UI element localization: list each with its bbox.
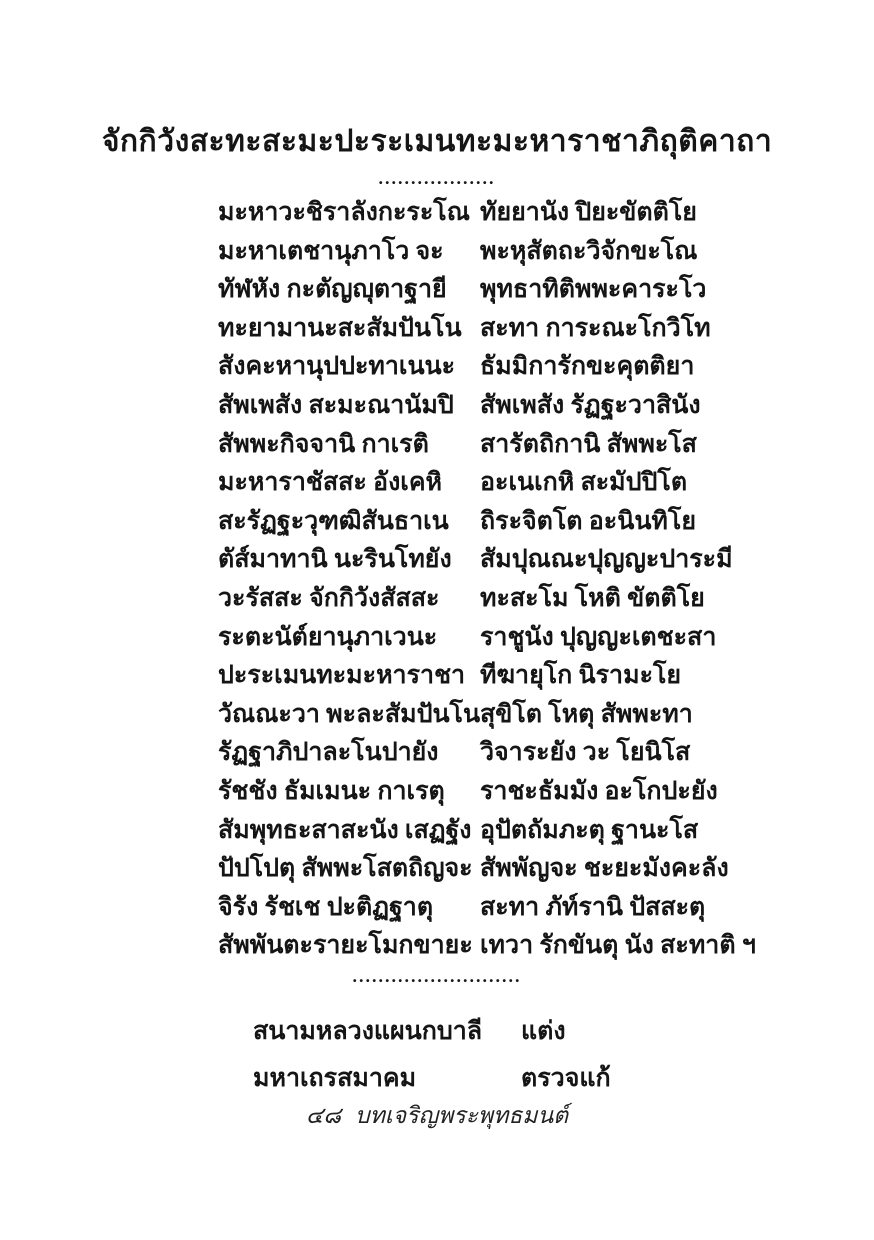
dotted-separator-bottom: .......................... — [352, 966, 522, 986]
verse-left: สังคะหานุปปะทาเนนะ — [218, 353, 456, 381]
verse-right: พุทธาทิติพพะคาระโว — [480, 276, 707, 304]
verse-row — [218, 657, 778, 696]
verse-row — [218, 348, 778, 387]
verse-right: ราชะธัมมัง อะโกปะยัง — [480, 777, 718, 805]
credit-row — [253, 1055, 753, 1102]
credit-name: มหาเถรสมาคม — [253, 1065, 417, 1092]
verse-left: ทัฬหัง กะตัญญุตาฐายี — [218, 276, 447, 304]
verse-row — [218, 271, 778, 310]
verse-left: รัฏฐาภิปาละโนปายัง — [218, 739, 439, 767]
verse-row — [218, 503, 778, 542]
verse-right: สะทา การะณะโกวิโท — [480, 314, 711, 342]
verse-row — [218, 310, 778, 349]
verse-row — [218, 387, 778, 426]
verse-row — [218, 812, 778, 851]
credit-role: ตรวจแก้ — [521, 1065, 611, 1092]
verse-left: มะหาวะชิราลังกะระโณ — [218, 199, 470, 226]
verse-left: สะรัฏฐะวุฑฒิสันธาเน — [218, 507, 449, 535]
verse-right: เทวา รักขันตุ นัง สะทาติ ฯ — [480, 932, 756, 960]
verse-right: ถิระจิตโต อะนินทิโย — [480, 507, 696, 535]
page-number: ๔๘ — [305, 1103, 342, 1128]
verse-row — [218, 734, 778, 773]
verse-left: ปัปโปตุ สัพพะโสตถิญจะ — [218, 855, 473, 883]
verse-left: สัพเพสัง สะมะณานัมปิ — [218, 391, 454, 419]
credit-row — [253, 1008, 753, 1055]
verse-left: วะรัสสะ จักกิวังสัสสะ — [218, 584, 440, 612]
verse-row — [218, 850, 778, 889]
book-title: บทเจริญพระพุทธมนต์ — [355, 1103, 569, 1128]
verse-left: สัพพันตะรายะโมกขายะ — [218, 932, 473, 960]
verse-row — [218, 696, 778, 735]
verse-right: สัพพัญจะ ชะยะมังคะลัง — [480, 855, 729, 883]
dotted-separator-top: .................. — [378, 168, 496, 188]
verse-right: สุขิโต โหตุ สัพพะทา — [480, 700, 693, 728]
page-footer — [0, 1098, 874, 1134]
verse-right: วิจาระยัง วะ โยนิโส — [480, 739, 691, 767]
verse-left: ทะยามานะสะสัมปันโน — [218, 314, 462, 342]
verse-row — [218, 773, 778, 812]
credit-role: แต่ง — [521, 1018, 566, 1045]
verse-right: สะทา ภัท์รานิ ปัสสะตุ — [480, 893, 706, 921]
verse-left: ระตะนัต์ยานุภาเวนะ — [218, 623, 438, 651]
verse-left: จิรัง รัชเช ปะติฏฐาตุ — [218, 893, 434, 921]
verse-left: มะหาราชัสสะ อังเคหิ — [218, 469, 443, 497]
verse-right: ทีฆายุโก นิรามะโย — [480, 662, 682, 690]
verse-right: อุปัตถัมภะตุ ฐานะโส — [480, 816, 699, 844]
verse-row — [218, 889, 778, 928]
verse-right: ทะสะโม โหติ ขัตติโย — [480, 584, 705, 612]
verse-row — [218, 541, 778, 580]
verse-row — [218, 233, 778, 272]
verse-left: รัชชัง ธัมเมนะ กาเรตุ — [218, 777, 445, 805]
credit-name: สนามหลวงแผนกบาลี — [253, 1018, 483, 1045]
verse-right: ทัยยานัง ปิยะขัตติโย — [480, 199, 697, 226]
verse-right: ราชูนัง ปุญญะเตชะสา — [480, 623, 717, 651]
verse-row — [218, 619, 778, 658]
verse-left: ปะระเมนทะมะหาราชา — [218, 662, 466, 690]
verse-row — [218, 580, 778, 619]
verse-right: ธัมมิการักขะคุตติยา — [480, 353, 695, 381]
verse-left: สัมพุทธะสาสะนัง เสฏฐัง — [218, 816, 472, 844]
verse-row — [218, 194, 778, 233]
credits-block — [253, 1008, 753, 1102]
verse-right: อะเนเกหิ สะมัปปิโต — [480, 469, 688, 497]
verse-row — [218, 464, 778, 503]
verse-right: พะหุสัตถะวิจักขะโณ — [480, 237, 698, 265]
page-title: จักกิวังสะทะสะมะปะระเมนทะมะหาราชาภิถุติคาถา — [101, 125, 773, 158]
verse-right: สัพเพสัง รัฏฐะวาสินัง — [480, 391, 701, 419]
verse-right: สารัตถิกานิ สัพพะโส — [480, 430, 697, 458]
verse-left: สัพพะกิจจานิ กาเรติ — [218, 430, 429, 458]
verse-row — [218, 927, 778, 966]
verse-left: วัณณะวา พะละสัมปันโน — [218, 700, 481, 728]
verse-row — [218, 426, 778, 465]
verse-block — [218, 194, 778, 966]
verse-left: มะหาเตชานุภาโว จะ — [218, 237, 444, 265]
verse-left: ตัส์มาทานิ นะรินโทยัง — [218, 546, 452, 574]
verse-right: สัมปุณณะปุญญะปาระมี — [480, 546, 733, 574]
